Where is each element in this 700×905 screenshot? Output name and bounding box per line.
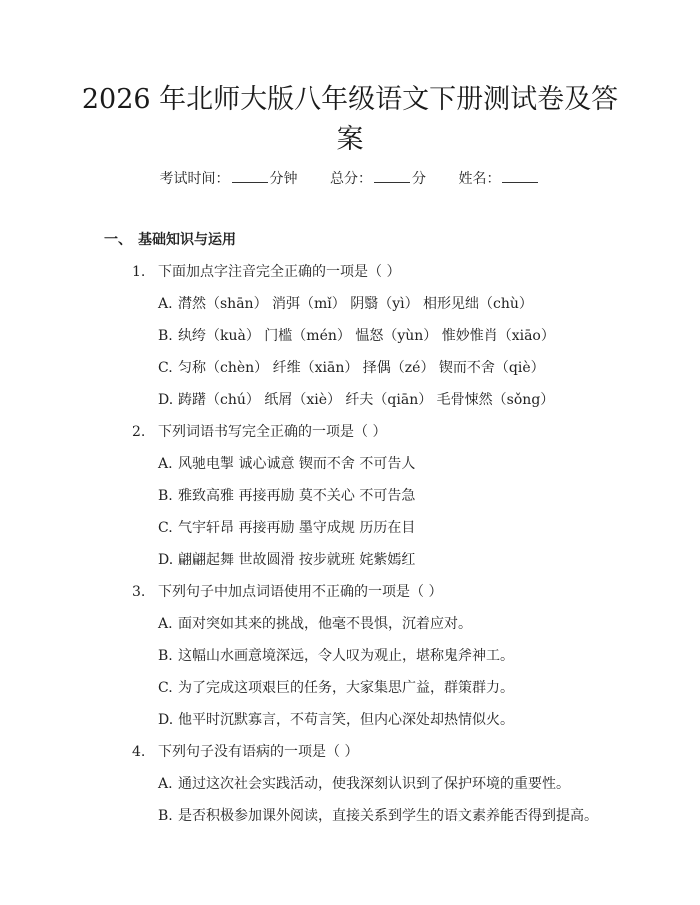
option-text: 面对突如其来的挑战，他毫不畏惧，沉着应对。	[178, 616, 472, 632]
option-letter: D.	[158, 712, 174, 728]
question-4-option-a	[158, 774, 570, 794]
option-letter: B.	[158, 648, 173, 664]
section-number: 一、	[104, 232, 132, 248]
question-3-option-d	[158, 710, 514, 730]
option-text: 通过这次社会实践活动，使我深刻认识到了保护环境的重要性。	[178, 776, 570, 792]
question-4	[132, 742, 358, 762]
option-letter: A.	[158, 616, 173, 632]
question-2-option-b	[158, 486, 415, 506]
name-label: 姓名：	[458, 171, 501, 187]
question-number: 1.	[132, 264, 146, 280]
question-1	[132, 262, 400, 282]
name-field	[458, 171, 540, 187]
question-2-option-a	[158, 454, 415, 474]
question-number: 3.	[132, 584, 146, 600]
option-text: 纨绔（kuà） 门槛（mén） 愠怒（yùn） 惟妙惟肖（xiāo）	[178, 328, 555, 344]
section-title: 基础知识与运用	[138, 232, 236, 248]
question-number: 4.	[132, 744, 146, 760]
option-text: 是否积极参加课外阅读，直接关系到学生的语文素养能否得到提高。	[178, 808, 598, 824]
question-2-option-c	[158, 518, 415, 538]
option-letter: B.	[158, 488, 173, 504]
total-score-unit: 分	[412, 171, 426, 187]
option-letter: A.	[158, 776, 173, 792]
option-letter: D.	[158, 552, 174, 568]
exam-info-line	[0, 168, 700, 189]
option-letter: B.	[158, 808, 173, 824]
option-text: 气宇轩昂 再接再励 墨守成规 历历在目	[178, 520, 416, 536]
question-2	[132, 422, 386, 442]
option-text: 他平时沉默寡言，不苟言笑，但内心深处却热情似火。	[178, 712, 514, 728]
option-text: 踌躇（chú） 纸屑（xiè） 纤夫（qiān） 毛骨悚然（sǒng）	[178, 392, 555, 408]
option-text: 潸然（shān） 消弭（mǐ） 阴翳（yì） 相形见绌（chù）	[178, 296, 533, 312]
question-text: 下列句子中加点词语使用不正确的一项是（ ）	[158, 584, 443, 600]
option-text: 匀称（chèn） 纤维（xiān） 择偶（zé） 锲而不舍（qiè）	[178, 360, 545, 376]
question-1-option-b	[158, 326, 555, 346]
exam-time-field	[160, 171, 298, 187]
name-blank	[502, 168, 538, 183]
exam-time-label: 考试时间：	[159, 171, 230, 187]
question-3	[132, 582, 442, 602]
question-3-option-c	[158, 678, 514, 698]
question-3-option-a	[158, 614, 472, 634]
option-text: 为了完成这项艰巨的任务，大家集思广益，群策群力。	[178, 680, 514, 696]
option-letter: C.	[158, 520, 173, 536]
question-4-option-b	[158, 806, 598, 826]
option-text: 这幅山水画意境深远，令人叹为观止，堪称鬼斧神工。	[178, 648, 514, 664]
question-text: 下列句子没有语病的一项是（ ）	[158, 744, 359, 760]
option-letter: A.	[158, 296, 173, 312]
question-text: 下面加点字注音完全正确的一项是（ ）	[158, 264, 401, 280]
option-letter: B.	[158, 328, 173, 344]
exam-time-blank	[232, 168, 268, 183]
question-2-option-d	[158, 550, 415, 570]
question-3-option-b	[158, 646, 514, 666]
question-1-option-a	[158, 294, 533, 314]
option-letter: D.	[158, 392, 174, 408]
option-text: 雅致高雅 再接再励 莫不关心 不可告急	[178, 488, 416, 504]
total-score-field	[330, 171, 426, 187]
question-text: 下列词语书写完全正确的一项是（ ）	[158, 424, 387, 440]
exam-time-unit: 分钟	[269, 171, 298, 187]
option-letter: A.	[158, 456, 173, 472]
option-letter: C.	[158, 360, 173, 376]
total-score-blank	[374, 168, 410, 183]
page-title: 2026 年北师大版八年级语文下册测试卷及答案	[81, 84, 619, 155]
total-score-label: 总分：	[330, 171, 372, 187]
option-text: 翩翩起舞 世故圆滑 按步就班 姹紫嫣红	[178, 552, 416, 568]
question-1-option-d	[158, 390, 554, 410]
section-heading	[104, 230, 236, 250]
question-number: 2.	[132, 424, 146, 440]
question-1-option-c	[158, 358, 545, 378]
option-text: 风驰电掣 诚心诚意 锲而不舍 不可告人	[178, 456, 416, 472]
option-letter: C.	[158, 680, 173, 696]
